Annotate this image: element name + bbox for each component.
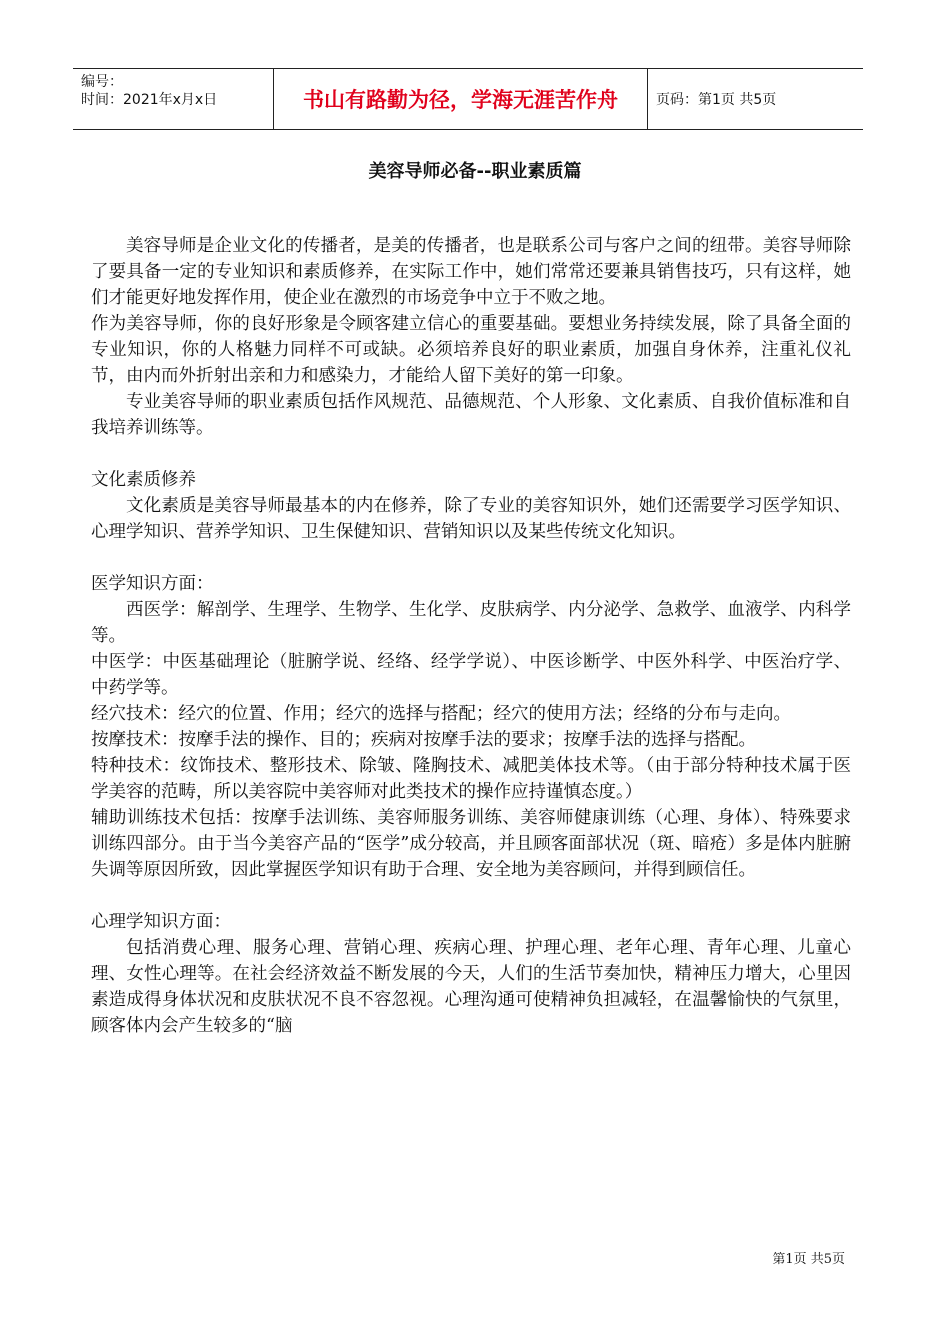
paragraph-massage: 按摩技术：按摩手法的操作、目的；疾病对按摩手法的要求；按摩手法的选择与搭配。 (91, 730, 756, 750)
paragraph-western-medicine: 西医学：解剖学、生理学、生物学、生化学、皮肤病学、内分泌学、急救学、血液学、内科学等。 (91, 600, 851, 646)
page-footer: 第1页 共5页 (772, 1252, 845, 1267)
paragraph-qualities: 专业美容导师的职业素质包括作风规范、品德规范、个人形象、文化素质、自我价值标准和自我培养训练等。 (91, 392, 851, 438)
header-motto: 书山有路勤为径，学海无涯苦作舟 (274, 69, 648, 129)
paragraph-intro: 美容导师是企业文化的传播者，是美的传播者，也是联系公司与客户之间的纽带。美容导师除了要具备一定的专业知识和素质修养，在实际工作中，她们常常还要兼具销售技巧，只有这样，她们才能更好地发挥作用，使企业在激烈的市场竞争中立于不败之地。 (91, 236, 851, 308)
paragraph-culture: 文化素质是美容导师最基本的内在修养，除了专业的美容知识外，她们还需要学习医学知识、心理学知识、营养学知识、卫生保健知识、营销知识以及某些传统文化知识。 (91, 496, 851, 542)
paragraph-training: 辅助训练技术包括：按摩手法训练、美容师服务训练、美容师健康训练（心理、身体）、特殊要求训练四部分。由于当今美容产品的“医学”成分较高，并且顾客面部状况（斑、暗疮）多是体内脏腑失调等原因所致，因此掌握医学知识有助于合理、安全地为美容顾问，并得到顾信任。 (91, 808, 851, 880)
document-title: 美容导师必备--职业素质篇 (368, 161, 582, 182)
section-heading-culture: 文化素质修养 (91, 470, 196, 490)
document-number-label: 编号： (81, 74, 123, 90)
paragraph-image: 作为美容导师，你的良好形象是令顾客建立信心的重要基础。要想业务持续发展，除了具备全面的专业知识，你的人格魅力同样不可或缺。必须培养良好的职业素质，加强自身休养，注重礼仪礼节，由内而外折射出亲和力和感染力，才能给人留下美好的第一印象。 (91, 314, 851, 386)
page-header (73, 68, 863, 130)
paragraph-psychology: 包括消费心理、服务心理、营销心理、疾病心理、护理心理、老年心理、青年心理、儿童心理、女性心理等。在社会经济效益不断发展的今天，人们的生活节奏加快，精神压力增大，心里因素造成得身体状况和皮肤状况不良不容忽视。心理沟通可使精神负担减轻，在温馨愉快的气氛里，顾客体内会产生较多的“脑 (91, 938, 851, 1036)
paragraph-acupoint: 经穴技术：经穴的位置、作用；经穴的选择与搭配；经穴的使用方法；经络的分布与走向。 (91, 704, 791, 724)
header-meta-cell (73, 69, 274, 129)
section-heading-psychology: 心理学知识方面： (91, 912, 231, 932)
header-page-info: 页码：第1页 共5页 (656, 92, 777, 108)
document-time-label: 时间：2021年x月x日 (81, 92, 218, 108)
section-heading-medical: 医学知识方面： (91, 574, 214, 594)
spacer (91, 883, 851, 909)
paragraph-chinese-medicine: 中医学：中医基础理论（脏腑学说、经络、经学学说）、中医诊断学、中医外科学、中医治疗学、中药学等。 (91, 652, 851, 698)
spacer (91, 545, 851, 571)
paragraph-special-tech: 特种技术：纹饰技术、整形技术、除皱、隆胸技术、减肥美体技术等。（由于部分特种技术属于医学美容的范畴，所以美容院中美容师对此类技术的操作应持谨慎态度。） (91, 756, 851, 802)
document-body (91, 233, 851, 1039)
spacer (91, 441, 851, 467)
